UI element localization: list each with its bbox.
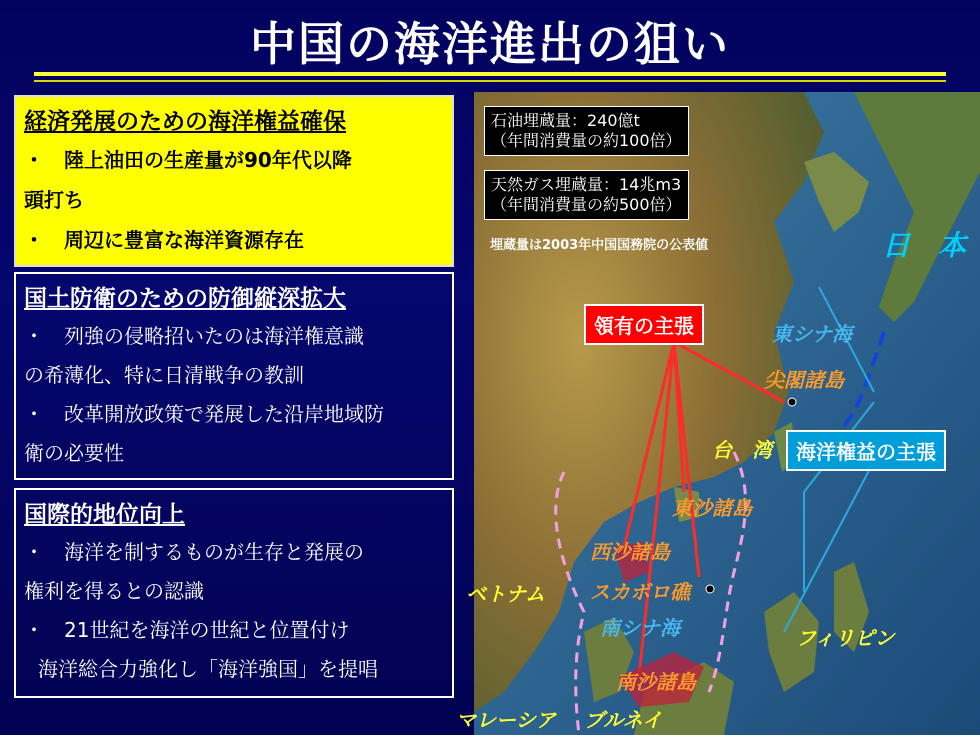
vietnam-label: ベトナム bbox=[466, 582, 545, 606]
maritime-claim-label: 海洋権益の主張 bbox=[786, 430, 946, 471]
oil-line-1: 石油埋蔵量：240億t bbox=[491, 111, 640, 130]
status-line-1: ・ 海洋を制するものが生存と発展の bbox=[24, 540, 364, 564]
map-panel bbox=[456, 92, 980, 735]
page-title: 中国の海洋進出の狙い bbox=[250, 17, 730, 71]
scarborough-label: スカボロ礁 bbox=[590, 580, 690, 604]
oil-line-2: （年間消費量の約100倍） bbox=[491, 131, 682, 150]
economic-line-1: ・ 陸上油田の生産量が90年代以降 bbox=[24, 148, 352, 172]
defense-line-2: の希薄化、特に日清戦争の教訓 bbox=[24, 363, 304, 387]
south-china-sea-label: 南シナ海 bbox=[600, 616, 680, 640]
defense-heading: 国土防衛のための防御縦深拡大 bbox=[24, 286, 346, 312]
senkaku-label: 尖閣諸島 bbox=[764, 368, 844, 392]
east-china-sea-label: 東シナ海 bbox=[772, 322, 852, 346]
oil-reserve-box bbox=[484, 106, 689, 156]
philippines-label: フィリピン bbox=[796, 626, 895, 650]
status-section bbox=[14, 488, 454, 698]
status-line-4: 海洋総合力強化し「海洋強国」を提唱 bbox=[38, 657, 378, 681]
status-line-2: 権利を得るとの認識 bbox=[24, 579, 204, 603]
malaysia-label: マレーシア bbox=[456, 708, 556, 732]
nansha-label: 南沙諸島 bbox=[616, 670, 696, 694]
defense-line-1: ・ 列強の侵略招いたのは海洋権意識 bbox=[24, 324, 364, 348]
defense-section bbox=[14, 272, 454, 480]
title-underline bbox=[34, 72, 946, 76]
economic-heading: 経済発展のための海洋権益確保 bbox=[24, 109, 346, 135]
territory-claim-label: 領有の主張 bbox=[584, 304, 704, 345]
title-underline-thin bbox=[34, 80, 946, 82]
status-line-3: ・ 21世紀を海洋の世紀と位置付け bbox=[24, 618, 350, 642]
economic-line-2: 頭打ち bbox=[24, 188, 84, 212]
gas-line-2: （年間消費量の約500倍） bbox=[491, 195, 682, 214]
japan-label: 日 本 bbox=[882, 229, 967, 262]
gas-reserve-box bbox=[484, 170, 689, 220]
xisha-label: 西沙諸島 bbox=[590, 540, 670, 564]
brunei-label: ブルネイ bbox=[584, 708, 663, 732]
defense-line-3: ・ 改革開放政策で発展した沿岸地域防 bbox=[24, 402, 384, 426]
economic-line-3: ・ 周辺に豊富な海洋資源存在 bbox=[24, 228, 304, 252]
status-heading: 国際的地位向上 bbox=[24, 502, 185, 528]
dongsha-label: 東沙諸島 bbox=[672, 496, 752, 520]
defense-line-4: 衛の必要性 bbox=[24, 441, 124, 465]
reserve-note: 埋蔵量は2003年中国国務院の公表値 bbox=[490, 238, 709, 253]
taiwan-label: 台 湾 bbox=[712, 438, 772, 462]
economic-section bbox=[14, 95, 454, 267]
gas-line-1: 天然ガス埋蔵量：14兆m3 bbox=[491, 175, 682, 194]
